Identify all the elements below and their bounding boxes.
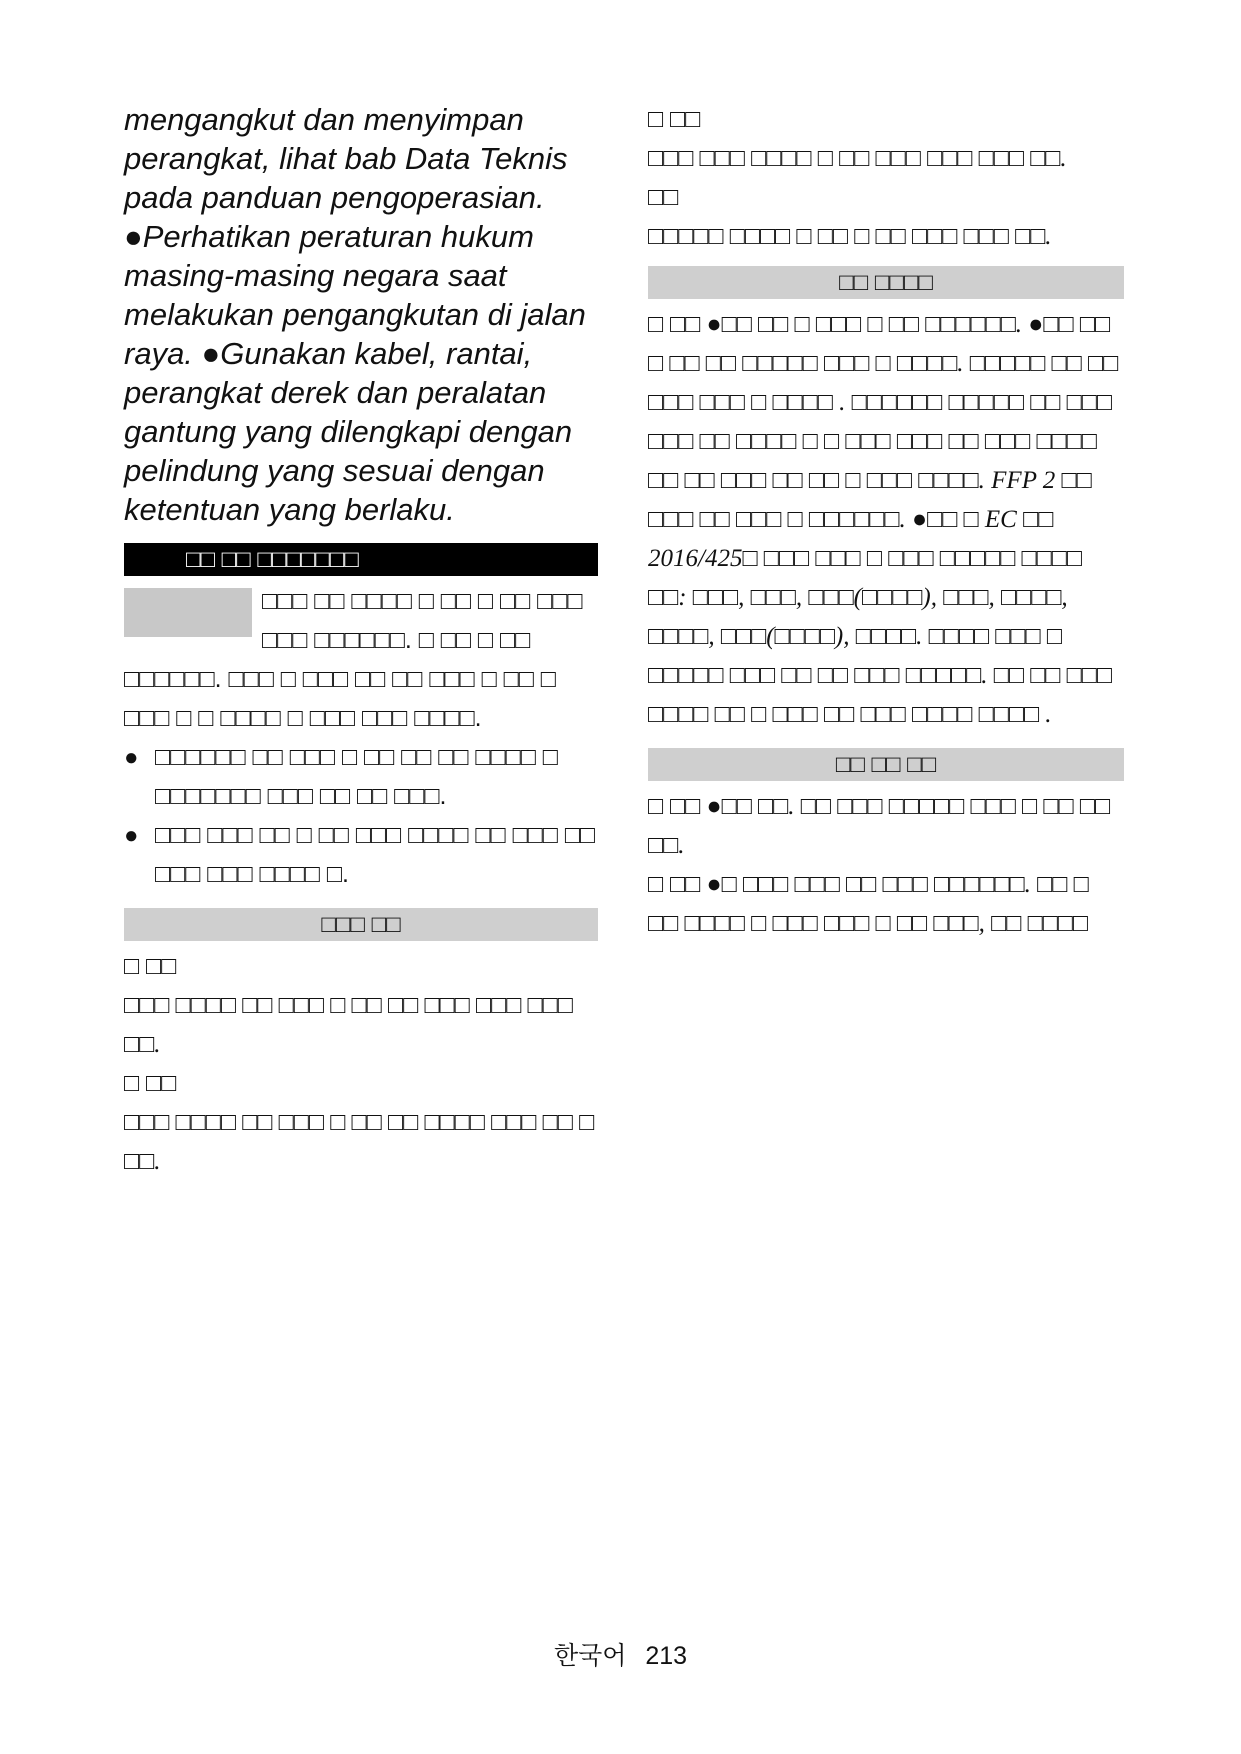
hazard-description: □□□ □□□□ □□ □□□ □ □□ □□ □□□□ □□□ □□ □ □□. [124,1109,595,1175]
hazard-label: □□ [648,183,679,211]
protective-equipment-text: □ □□ ●□□ □□ □ □□□ □ □□ □□□□□□. ●□□ □□ □ □□ □□ □□□□□ □□□ □ □□□□. □□□□□ □□ □□ □□□ □□□ □ □□□□ . □□□□□□ □□□□□ □□ □□□ □□□ □□ □□□□ □ □ □□□ □□□ □□ □□□ □□□□ □□ □□ □□□ □□ □□ □ □□□ □□□□. FFP 2 □□ □□□ □□ □□□ □ □□□□□□. ●□□ □ EC □□ 2016/425□ □□□ □□□ □ □□□ □□□□□ □□□□ □□: □□□, □□□, □□□(□□□□), □□□, □□□□, □□□□, □□□(□□□□), □□□□. □□□□ □□□ □ □□□□□ □□□ □□ □□ □□□ □□□□□. □□ □□ □□□ □□□□ □□ □ □□□ □□ □□□ □□□□ □□□□ . [648,310,1119,728]
section-heading-safety: □□ □□ □□□□□□□ [124,543,598,576]
hazard-label: □ □□ [124,952,177,980]
warning-badge [124,588,252,637]
page-footer [0,1640,1241,1672]
right-column [648,100,1124,943]
hazard-label: □ □□ [648,792,701,820]
hazard-description: □□□ □□□ □□□□ □ □□ □□□ □□□ □□□ □□. [648,145,1067,172]
page-number: 213 [645,1642,688,1670]
warning-block [124,582,598,738]
hazard-label: □ □□ [124,1069,177,1097]
footer-language: 한국어 [553,1642,627,1670]
section-heading-hazard-levels: □□□ □□ [124,908,598,941]
bullet-icon: ● [124,744,139,771]
hazard-description: □□□□□ □□□□ □ □□ □ □□ □□□ □□□ □□. [648,223,1052,250]
hazard-label: □ □□ [648,870,701,898]
warning-text: □□□ □□ □□□□ □ □□ □ □□ □□□ □□□ □□□□□□. □ □□ □ □□ □□□□□□. □□□ □ □□□ □□ □□ □□□ □ □□ □ □□□ □ □ □□□□ □ □□□ □□□ □□□□. [124,587,583,732]
hazard-label: □ □□ [648,105,701,133]
hazard-label: □ □□ [648,310,701,338]
hazard-description: □□□ □□□□ □□ □□□ □ □□ □□ □□□ □□□ □□□ □□. [124,992,573,1058]
section-heading-protective-equipment: □□ □□□□ [648,266,1124,299]
bullet-item: ● □□□□□□ □□ □□□ □ □□ □□ □□ □□□□ □ □□□□□□□ □□□ □□ □□ □□□. [124,738,598,816]
left-column [124,100,598,1181]
general-note: □ □□ ●□□ □□. □□ □□□ □□□□□ □□□ □ □□ □□ □□. [648,792,1111,859]
bullet-item: ● □□□ □□□ □□ □ □□ □□□ □□□□ □□ □□□ □□ □□□ □□□ □□□□ □. [124,816,598,894]
bullet-icon: ● [124,822,139,849]
intro-paragraph: mengangkut dan menyimpan perangkat, lihat bab Data Teknis pada panduan pengoperasian. ●Perhatikan peraturan hukum masing-masing negara saat melakukan pengangkutan di jalan raya. ●Gunakan kabel, rantai, perangkat derek dan peralatan gantung yang dilengkapi dengan pelindung yang sesuai dengan ketentuan yang berlaku. [124,102,586,527]
general-note: □ □□ ●□ □□□ □□□ □□ □□□ □□□□□□. □□ □ □□ □□□□ □ □□□ □□□ □ □□ □□□, □□ □□□□ [648,870,1089,937]
section-heading-general-notes: □□ □□ □□ [648,748,1124,781]
